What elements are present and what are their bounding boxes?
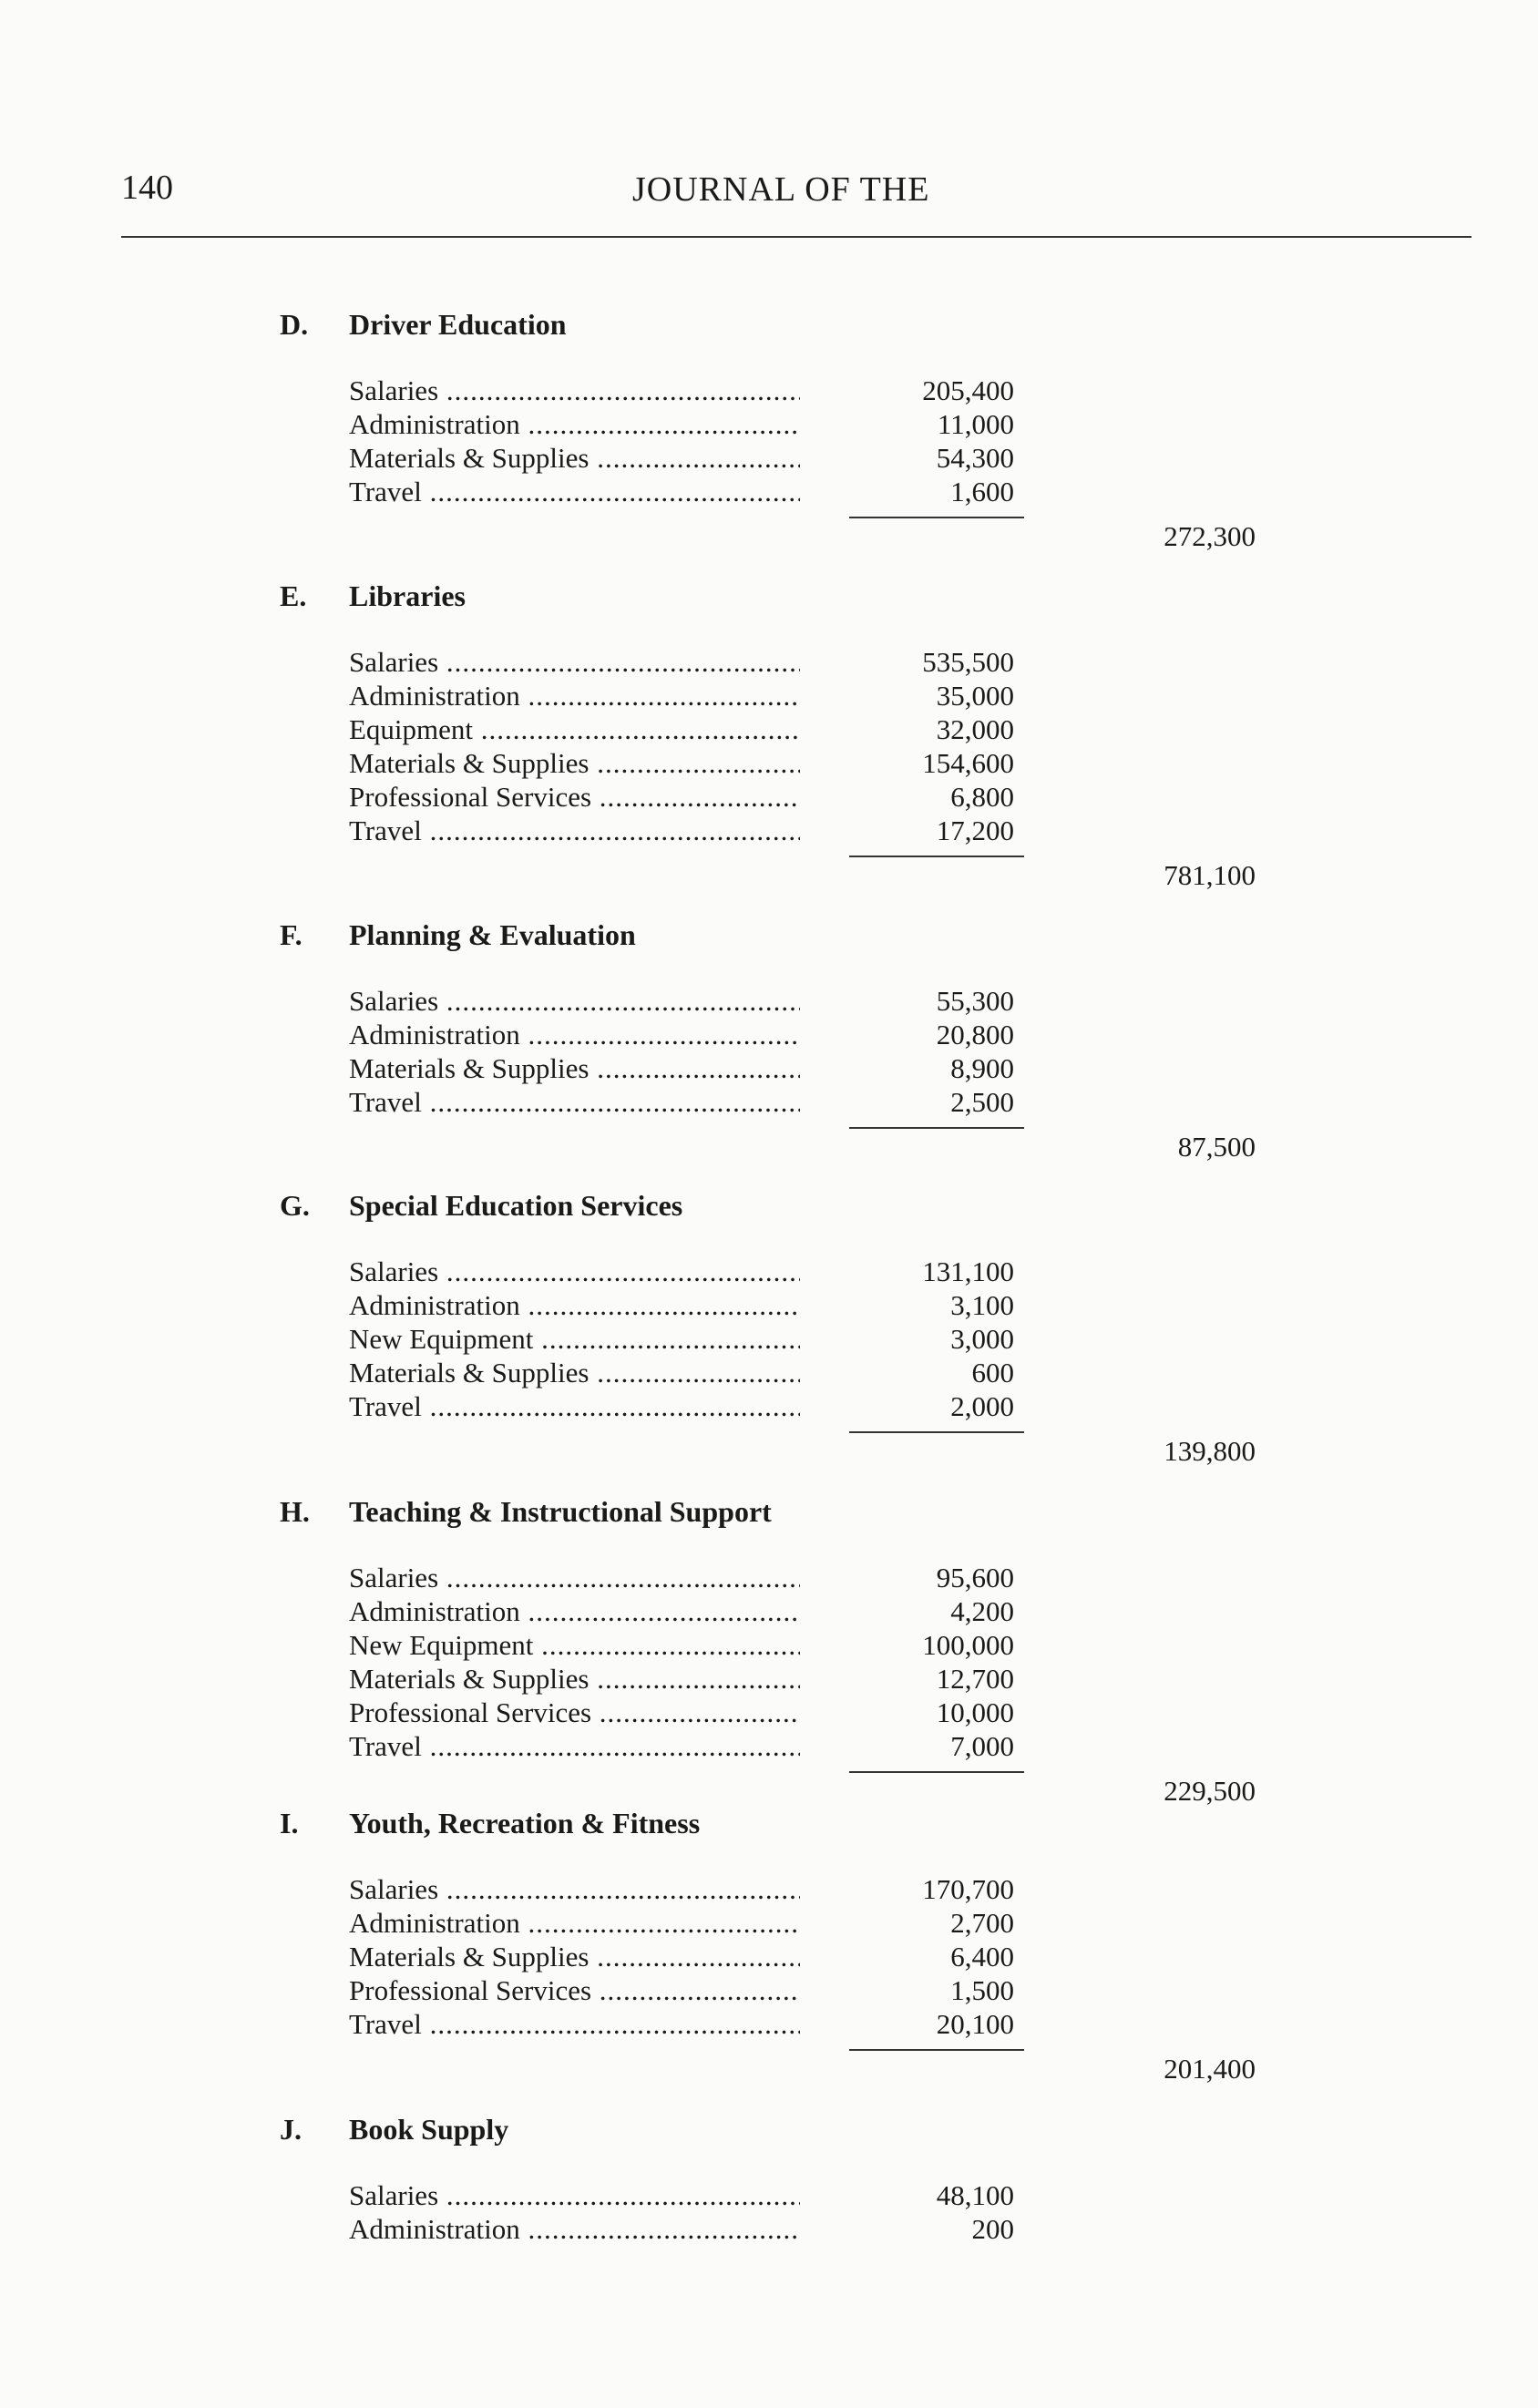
- line-item-label: Professional Services .....: [349, 781, 800, 814]
- section-letter: E.: [280, 579, 307, 612]
- line-item-amount: 3,100: [950, 1289, 1014, 1321]
- section-title: Special Education Services: [349, 1189, 683, 1222]
- line-item-amount: 6,800: [950, 781, 1014, 813]
- line-item: [349, 646, 1041, 680]
- section-total: 201,400: [1164, 2053, 1256, 2085]
- line-item: [349, 1323, 1041, 1357]
- section-total: 229,500: [1164, 1775, 1256, 1807]
- line-item-amount: 8,900: [950, 1052, 1014, 1084]
- section-total: 139,800: [1164, 1435, 1256, 1467]
- line-item-label: Salaries .....: [349, 374, 800, 407]
- line-item-label: Salaries .....: [349, 1562, 800, 1594]
- line-item: [349, 2008, 1041, 2042]
- page-number: 140: [121, 169, 173, 207]
- line-item: [349, 1052, 1041, 1086]
- line-item-amount: 205,400: [922, 374, 1014, 406]
- line-item-amount: 1,600: [950, 476, 1014, 507]
- section-total: 87,500: [1177, 1131, 1256, 1163]
- section-title: Teaching & Instructional Support: [349, 1495, 772, 1528]
- line-item-label: Materials & Supplies .....: [349, 1663, 800, 1696]
- line-item-amount: 6,400: [950, 1941, 1014, 1973]
- line-item: [349, 1562, 1041, 1595]
- line-item-list: [349, 374, 1041, 509]
- line-item-amount: 2,500: [950, 1086, 1014, 1118]
- line-item-label: Professional Services .....: [349, 1974, 800, 2007]
- subtotal-rule: [849, 517, 1024, 518]
- line-item-label: Administration .....: [349, 1019, 800, 1051]
- line-item-label: Travel .....: [349, 1730, 800, 1763]
- line-item-amount: 2,000: [950, 1390, 1014, 1422]
- line-item-label: Equipment .....: [349, 713, 800, 746]
- line-item-amount: 17,200: [936, 815, 1014, 846]
- line-item: [349, 713, 1041, 747]
- section-title: Book Supply: [349, 2113, 509, 2146]
- line-item: [349, 1019, 1041, 1052]
- line-item-amount: 200: [971, 2213, 1014, 2245]
- line-item-label: Salaries .....: [349, 1255, 800, 1288]
- line-item-amount: 35,000: [936, 680, 1014, 712]
- line-item-amount: 100,000: [922, 1629, 1014, 1661]
- line-item: [349, 815, 1041, 848]
- subtotal-rule: [849, 1771, 1024, 1773]
- line-item-label: Materials & Supplies .....: [349, 1357, 800, 1389]
- section-letter: G.: [280, 1189, 310, 1222]
- line-item-amount: 10,000: [936, 1696, 1014, 1728]
- line-item-amount: 154,600: [922, 747, 1014, 779]
- section-title: Youth, Recreation & Fitness: [349, 1807, 701, 1839]
- section-total: 272,300: [1164, 520, 1256, 552]
- line-item-label: Materials & Supplies .....: [349, 1052, 800, 1085]
- line-item-amount: 7,000: [950, 1730, 1014, 1762]
- line-item-list: [349, 1255, 1041, 1424]
- line-item-amount: 20,800: [936, 1019, 1014, 1050]
- line-item-amount: 12,700: [936, 1663, 1014, 1695]
- line-item-amount: 48,100: [936, 2179, 1014, 2211]
- line-item: [349, 2213, 1041, 2247]
- line-item-label: Materials & Supplies .....: [349, 442, 800, 475]
- line-item-amount: 600: [971, 1357, 1014, 1388]
- line-item: [349, 985, 1041, 1019]
- section-letter: F.: [280, 918, 302, 951]
- section-title: Driver Education: [349, 308, 567, 341]
- line-item-label: Administration .....: [349, 408, 800, 441]
- line-item-list: [349, 985, 1041, 1120]
- line-item-label: Travel .....: [349, 2008, 800, 2041]
- line-item-list: [349, 646, 1041, 848]
- line-item-label: Administration .....: [349, 680, 800, 712]
- section-letter: H.: [280, 1495, 310, 1528]
- line-item-amount: 54,300: [936, 442, 1014, 474]
- line-item: [349, 1629, 1041, 1663]
- section-title: Libraries: [349, 579, 466, 612]
- line-item-label: New Equipment .....: [349, 1323, 800, 1356]
- line-item-amount: 131,100: [922, 1255, 1014, 1287]
- line-item-label: Travel .....: [349, 476, 800, 508]
- subtotal-rule: [849, 1127, 1024, 1129]
- line-item-amount: 11,000: [937, 408, 1014, 440]
- line-item-label: Travel .....: [349, 815, 800, 847]
- line-item-label: Materials & Supplies .....: [349, 747, 800, 780]
- line-item-amount: 55,300: [936, 985, 1014, 1017]
- line-item-amount: 32,000: [936, 713, 1014, 745]
- line-item: [349, 476, 1041, 509]
- line-item: [349, 1595, 1041, 1629]
- line-item: [349, 1663, 1041, 1696]
- line-item: [349, 2179, 1041, 2213]
- line-item-amount: 95,600: [936, 1562, 1014, 1593]
- line-item-label: New Equipment .....: [349, 1629, 800, 1662]
- line-item-label: Travel .....: [349, 1390, 800, 1423]
- line-item: [349, 1974, 1041, 2008]
- line-item-label: Administration .....: [349, 1907, 800, 1940]
- line-item: [349, 408, 1041, 442]
- line-item: [349, 1873, 1041, 1907]
- section-title: Planning & Evaluation: [349, 918, 636, 951]
- line-item: [349, 747, 1041, 781]
- line-item-amount: 170,700: [922, 1873, 1014, 1905]
- line-item: [349, 1086, 1041, 1120]
- running-head: JOURNAL OF THE: [632, 170, 930, 209]
- section-letter: I.: [280, 1807, 299, 1839]
- line-item-list: [349, 1562, 1041, 1764]
- line-item-label: Administration .....: [349, 1595, 800, 1628]
- line-item: [349, 1696, 1041, 1730]
- line-item-label: Travel .....: [349, 1086, 800, 1119]
- line-item-amount: 2,700: [950, 1907, 1014, 1939]
- line-item: [349, 374, 1041, 408]
- section-letter: D.: [280, 308, 309, 341]
- section-letter: J.: [280, 2113, 302, 2146]
- line-item-label: Materials & Supplies .....: [349, 1941, 800, 1973]
- section-total: 781,100: [1164, 859, 1256, 891]
- subtotal-rule: [849, 2049, 1024, 2051]
- line-item-list: [349, 1873, 1041, 2042]
- subtotal-rule: [849, 1431, 1024, 1433]
- line-item-label: Salaries .....: [349, 1873, 800, 1906]
- line-item-amount: 20,100: [936, 2008, 1014, 2040]
- line-item: [349, 1907, 1041, 1941]
- line-item: [349, 1289, 1041, 1323]
- header-rule: [121, 236, 1471, 238]
- line-item-label: Salaries .....: [349, 2179, 800, 2212]
- line-item: [349, 1941, 1041, 1974]
- line-item-list: [349, 2179, 1041, 2247]
- line-item-label: Salaries .....: [349, 985, 800, 1018]
- line-item: [349, 781, 1041, 815]
- line-item: [349, 1255, 1041, 1289]
- line-item-amount: 535,500: [922, 646, 1014, 678]
- line-item: [349, 1390, 1041, 1424]
- line-item-label: Administration .....: [349, 1289, 800, 1322]
- line-item-label: Professional Services .....: [349, 1696, 800, 1729]
- subtotal-rule: [849, 856, 1024, 857]
- line-item: [349, 442, 1041, 476]
- line-item-label: Administration .....: [349, 2213, 800, 2246]
- line-item: [349, 680, 1041, 713]
- line-item-label: Salaries .....: [349, 646, 800, 679]
- line-item-amount: 4,200: [950, 1595, 1014, 1627]
- line-item-amount: 1,500: [950, 1974, 1014, 2006]
- line-item: [349, 1357, 1041, 1390]
- line-item: [349, 1730, 1041, 1764]
- line-item-amount: 3,000: [950, 1323, 1014, 1355]
